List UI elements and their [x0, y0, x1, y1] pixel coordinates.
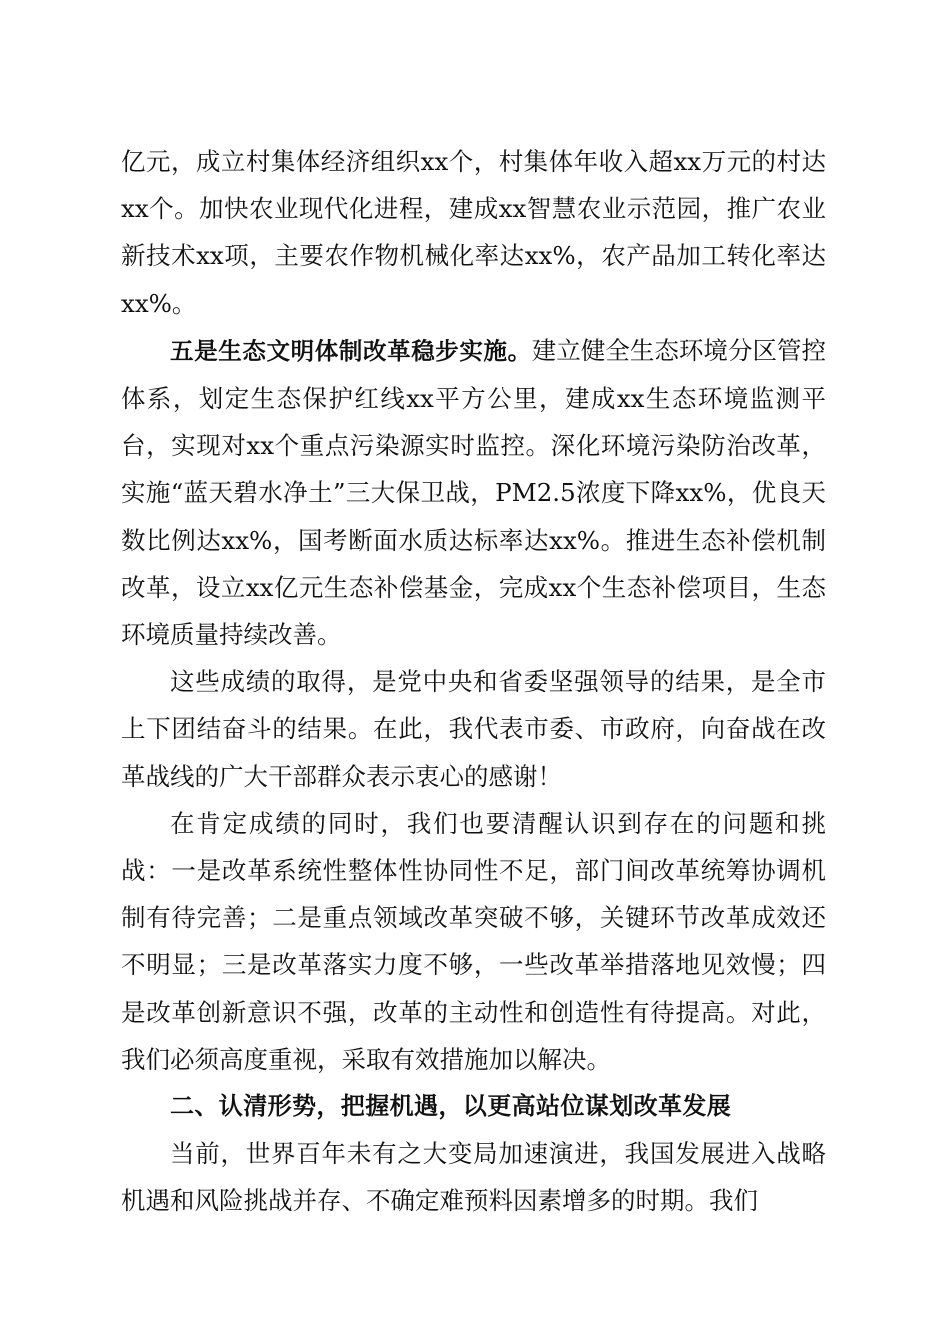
- paragraph-1: 亿元，成立村集体经济组织xx个，村集体年收入超xx万元的村达xx个。加快农业现代化进程，建成xx智慧农业示范园，推广农业新技术xx项，主要农作物机械化率达xx%，农产品加工转化率达xx%。: [121, 147, 826, 318]
- section-heading-2: 二、认清形势，把握机遇，以更高站位谋划改革发展: [170, 1092, 732, 1121]
- paragraph-3: 这些成绩的取得，是党中央和省委坚强领导的结果，是全市上下团结奋斗的结果。在此，我代表市委、市政府，向奋战在改革战线的广大干部群众表示衷心的感谢！: [121, 667, 826, 791]
- paragraph-2-body: 建立健全生态环境分区管控体系，划定生态保护红线xx平方公里，建成xx生态环境监测平台，实现对xx个重点污染源实时监控。深化环境污染防治改革，实施“蓝天碧水净土”三大保卫战，PM2.5浓度下降xx%，优良天数比例达xx%，国考断面水质达标率达xx%。推进生态补偿机制改革，设立xx亿元生态补偿基金，完成xx个生态补偿项目，生态环境质量持续改善。: [121, 335, 827, 650]
- paragraph-4: 在肯定成绩的同时，我们也要清醒认识到存在的问题和挑战：一是改革系统性整体性协同性不足，部门间改革统筹协调机制有待完善；二是重点领域改革突破不够，关键环节改革成效还不明显；三是改革落实力度不够，一些改革举措落地见效慢；四是改革创新意识不强，改革的主动性和创造性有待提高。对此，我们必须高度重视，采取有效措施加以解决。: [121, 808, 826, 1074]
- paragraph-5: 当前，世界百年未有之大变局加速演进，我国发展进入战略机遇和风险挑战并存、不确定难预料因素增多的时期。我们: [121, 1139, 826, 1216]
- paragraph-2: [121, 327, 826, 658]
- document-body: [121, 138, 826, 1225]
- paragraph-2-lead: 五是生态文明体制改革稳步实施。: [170, 336, 532, 365]
